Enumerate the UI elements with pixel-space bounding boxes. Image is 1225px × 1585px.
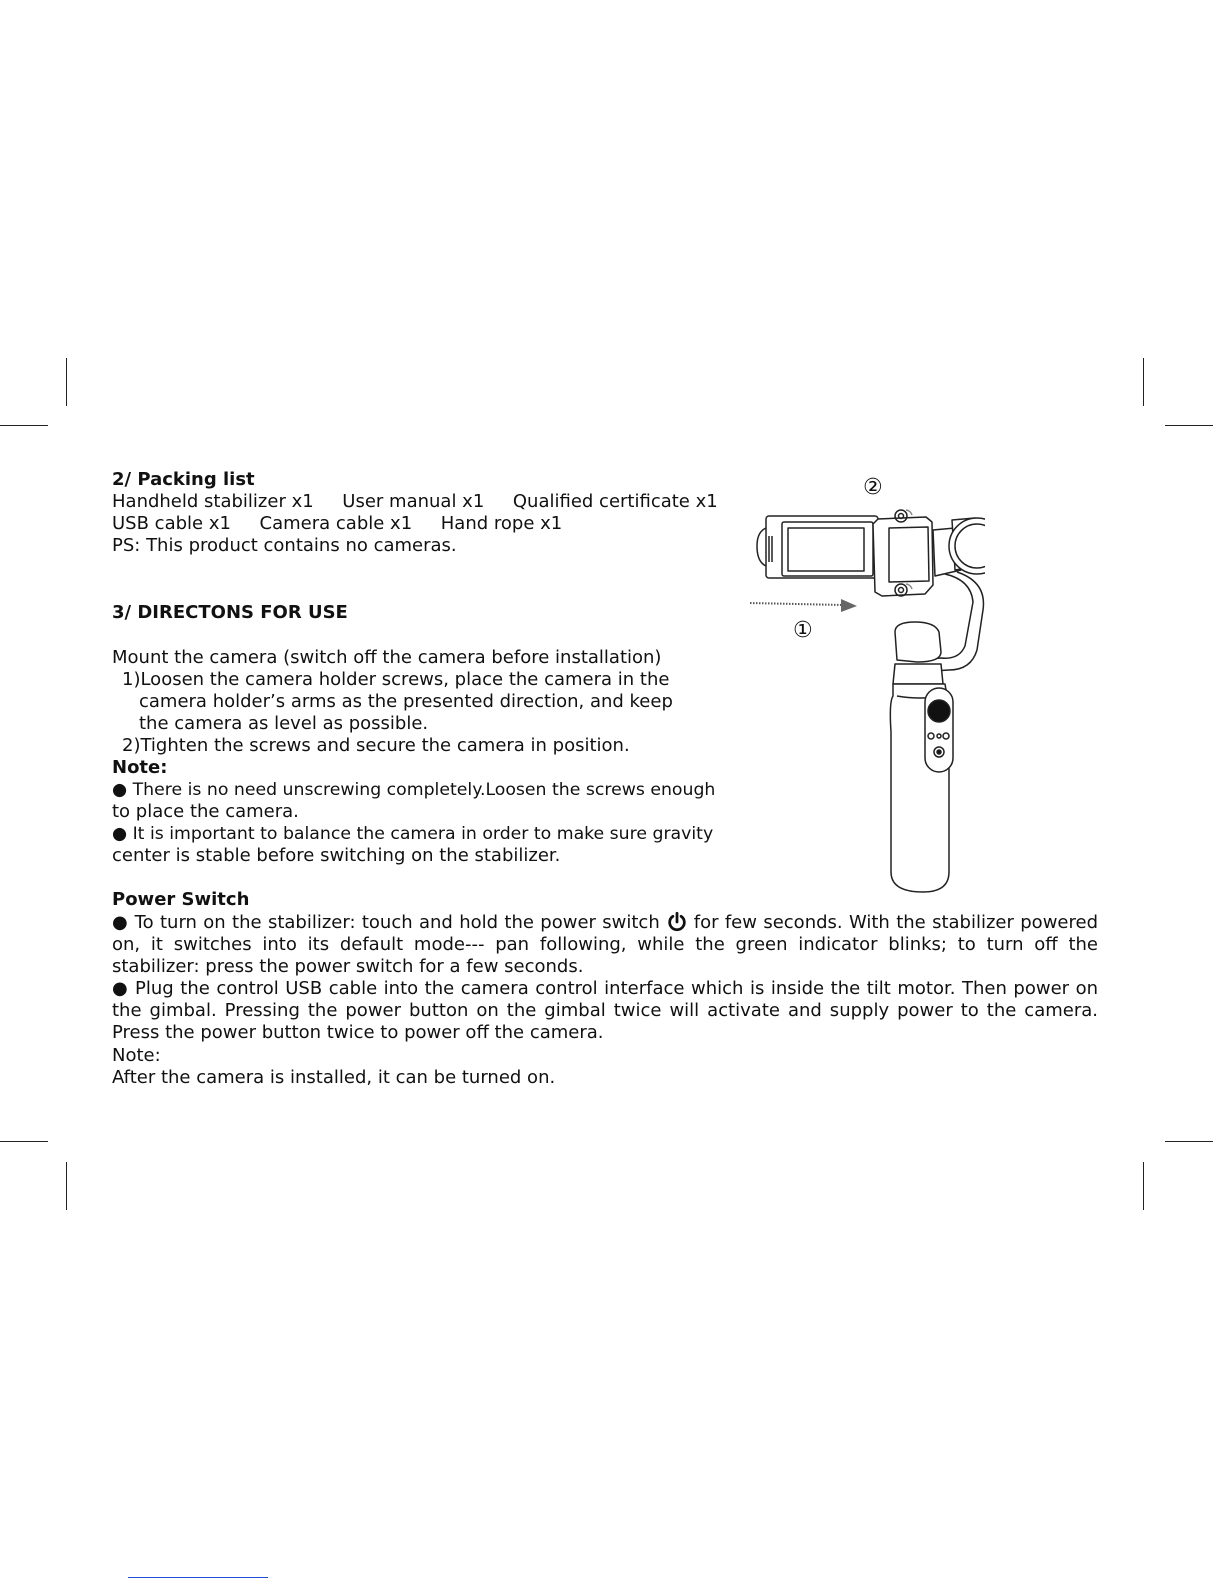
note-2-line-2: center is stable before switching on the stabilizer. — [112, 845, 561, 866]
step-2: 2)Tighten the screws and secure the camera in position. — [122, 735, 630, 756]
power-icon — [666, 911, 688, 933]
crop-mark — [1143, 358, 1144, 406]
note-label: Note: — [112, 757, 168, 778]
power-note-label: Note: — [112, 1045, 161, 1066]
power-paragraph-2: ● Plug the control USB cable into the camera control interface which is inside the tilt motor. Then power on the gimbal. Pressing the power button on the gimbal twice will activate and supply power to the camera. Press the power button twice to power off the camera. — [112, 978, 1098, 1044]
mount-instruction: Mount the camera (switch off the camera before installation) — [112, 647, 662, 668]
gimbal-mounting-illustration — [745, 470, 985, 905]
note-2-line-1: ● It is important to balance the camera in order to make sure gravity — [112, 824, 714, 844]
power-note: After the camera is installed, it can be turned on. — [112, 1067, 556, 1088]
packing-line-1: Handheld stabilizer x1 User manual x1 Qualified certificate x1 — [112, 491, 718, 512]
power-heading: Power Switch — [112, 889, 250, 910]
step-1-line-1: 1)Loosen the camera holder screws, place the camera in the — [122, 669, 670, 690]
power-paragraph-1-start: ● To turn on the stabilizer: touch and hold the power switch — [112, 912, 660, 933]
footer-link-underline — [128, 1577, 268, 1578]
crop-mark — [1165, 1141, 1213, 1142]
packing-line-2: USB cable x1 Camera cable x1 Hand rope x1 — [112, 513, 563, 534]
packing-ps: PS: This product contains no cameras. — [112, 535, 457, 556]
crop-mark — [66, 1162, 67, 1210]
directions-heading: 3/ DIRECTONS FOR USE — [112, 602, 348, 623]
power-paragraph-1-end: for few seconds. With the stabilizer powered on, it switches into its default mode--- pan following, while the green indicator blinks; to turn off the stabilizer: press the power switch for a few seconds. — [112, 912, 1098, 978]
crop-mark — [0, 425, 48, 426]
note-1-line-1: ● There is no need unscrewing completely.Loosen the screws enough — [112, 780, 716, 800]
packing-heading: 2/ Packing list — [112, 469, 255, 490]
power-paragraph-1 — [112, 911, 1098, 979]
note-1-line-2: to place the camera. — [112, 801, 299, 822]
crop-mark — [1165, 425, 1213, 426]
crop-mark — [0, 1141, 48, 1142]
figure-label-2: ② — [863, 475, 883, 500]
crop-mark — [66, 358, 67, 406]
figure-label-1: ① — [793, 618, 813, 643]
crop-mark — [1143, 1162, 1144, 1210]
step-1-line-2: camera holder’s arms as the presented direction, and keep — [139, 691, 673, 712]
step-1-line-3: the camera as level as possible. — [139, 713, 429, 734]
